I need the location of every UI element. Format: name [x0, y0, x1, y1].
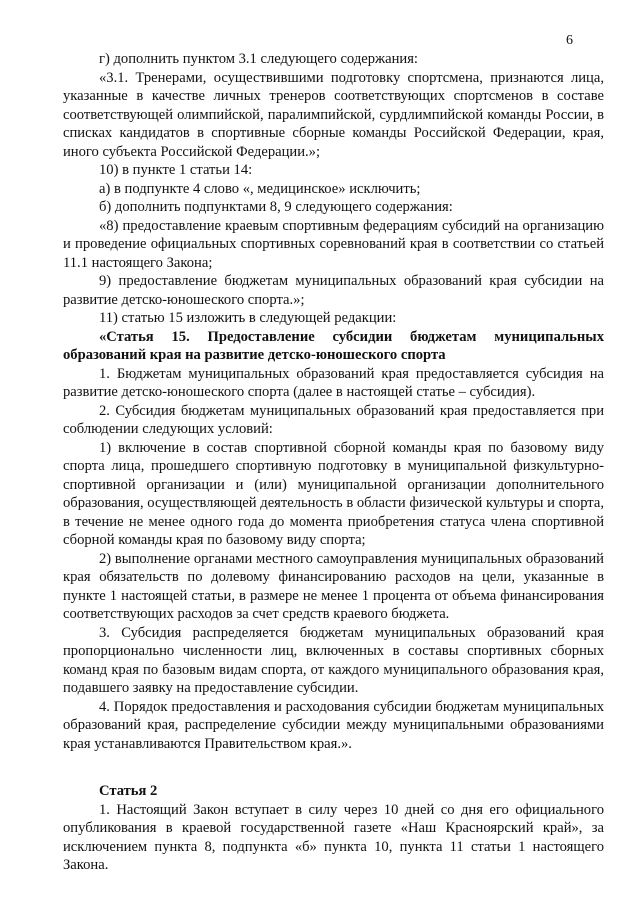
page-number: 6: [566, 33, 573, 48]
paragraph: 9) предоставление бюджетам муниципальных образований края субсидии на развитие детско-юношеского спорта.»;: [63, 273, 604, 308]
spacer: [63, 753, 604, 782]
paragraph: 11) статью 15 изложить в следующей редакции:: [99, 310, 397, 326]
paragraph: 10) в пункте 1 статьи 14:: [99, 162, 253, 178]
amendments-block: [63, 50, 604, 328]
article-15-block: [63, 328, 604, 754]
paragraph: «3.1. Тренерами, осуществившими подготовку спортсмена, признаются лица, указанные в качестве личных тренеров соответствующих спортсменов в составе соответствующей олимпийской, паралимпийской, сурдлимпийской команды России, в списках кандидатов в спортивные сборные команды Российской Федерации, края, иного субъекта Российской Федерации.»;: [63, 69, 604, 160]
paragraph: 1. Настоящий Закон вступает в силу через 10 дней со дня его официального опубликования в краевой государственной газете «Наш Красноярский край», за исключением пункта 8, подпункта «б» пункта 10, пункта 11 статьи 1 настоящего Закона.: [63, 801, 604, 873]
paragraph: 1) включение в состав спортивной сборной команды края по базовому виду спорта лица, прошедшего спортивную подготовку в муниципальной физкультурно-спортивной организации и (или) муниципальной организации дополнительного образования, осуществляющей деятельность в области физической культуры и спорта, в течение не менее одного года до момента приобретения статуса члена спортивной сборной команды края по базовому виду спорта;: [63, 439, 604, 548]
article-2-block: [63, 782, 604, 875]
article-2-title: Статья 2: [99, 783, 158, 799]
paragraph: а) в подпункте 4 слово «, медицинское» исключить;: [99, 180, 421, 197]
paragraph: 2) выполнение органами местного самоуправления муниципальных образований края обязательств по долевому финансированию расходов на цели, указанные в пункте 1 настоящей статьи, в размере не менее 1 процента от объема финансирования соответствующих расходов за счет средств краевого бюджета.: [63, 550, 604, 622]
paragraph: 2. Субсидия бюджетам муниципальных образований края предоставляется при соблюдении следующих условий:: [63, 402, 604, 437]
paragraph: б) дополнить подпунктами 8, 9 следующего содержания:: [99, 199, 453, 215]
paragraph: 1. Бюджетам муниципальных образований края предоставляется субсидия на развитие детско-юношеского спорта (далее в настоящей статье – субсидия).: [63, 365, 604, 400]
paragraph: 4. Порядок предоставления и расходования субсидии бюджетам муниципальных образований края, распределение субсидии между муниципальными образованиями края устанавливаются Правительством края.».: [63, 698, 604, 752]
paragraph: 3. Субсидия распределяется бюджетам муниципальных образований края пропорционально численности лиц, включенных в составы спортивных сборных команд края по базовым видам спорта, от каждого муниципального образования края, подавшего заявку на предоставление субсидии.: [63, 624, 604, 696]
paragraph: г) дополнить пунктом 3.1 следующего содержания:: [99, 51, 418, 67]
article-15-title: «Статья 15. Предоставление субсидии бюджетам муниципальных образований края на развитие детско-юношеского спорта: [63, 328, 604, 363]
paragraph: «8) предоставление краевым спортивным федерациям субсидий на организацию и проведение официальных спортивных соревнований края в соответствии со статьей 11.1 настоящего Закона;: [63, 217, 604, 271]
